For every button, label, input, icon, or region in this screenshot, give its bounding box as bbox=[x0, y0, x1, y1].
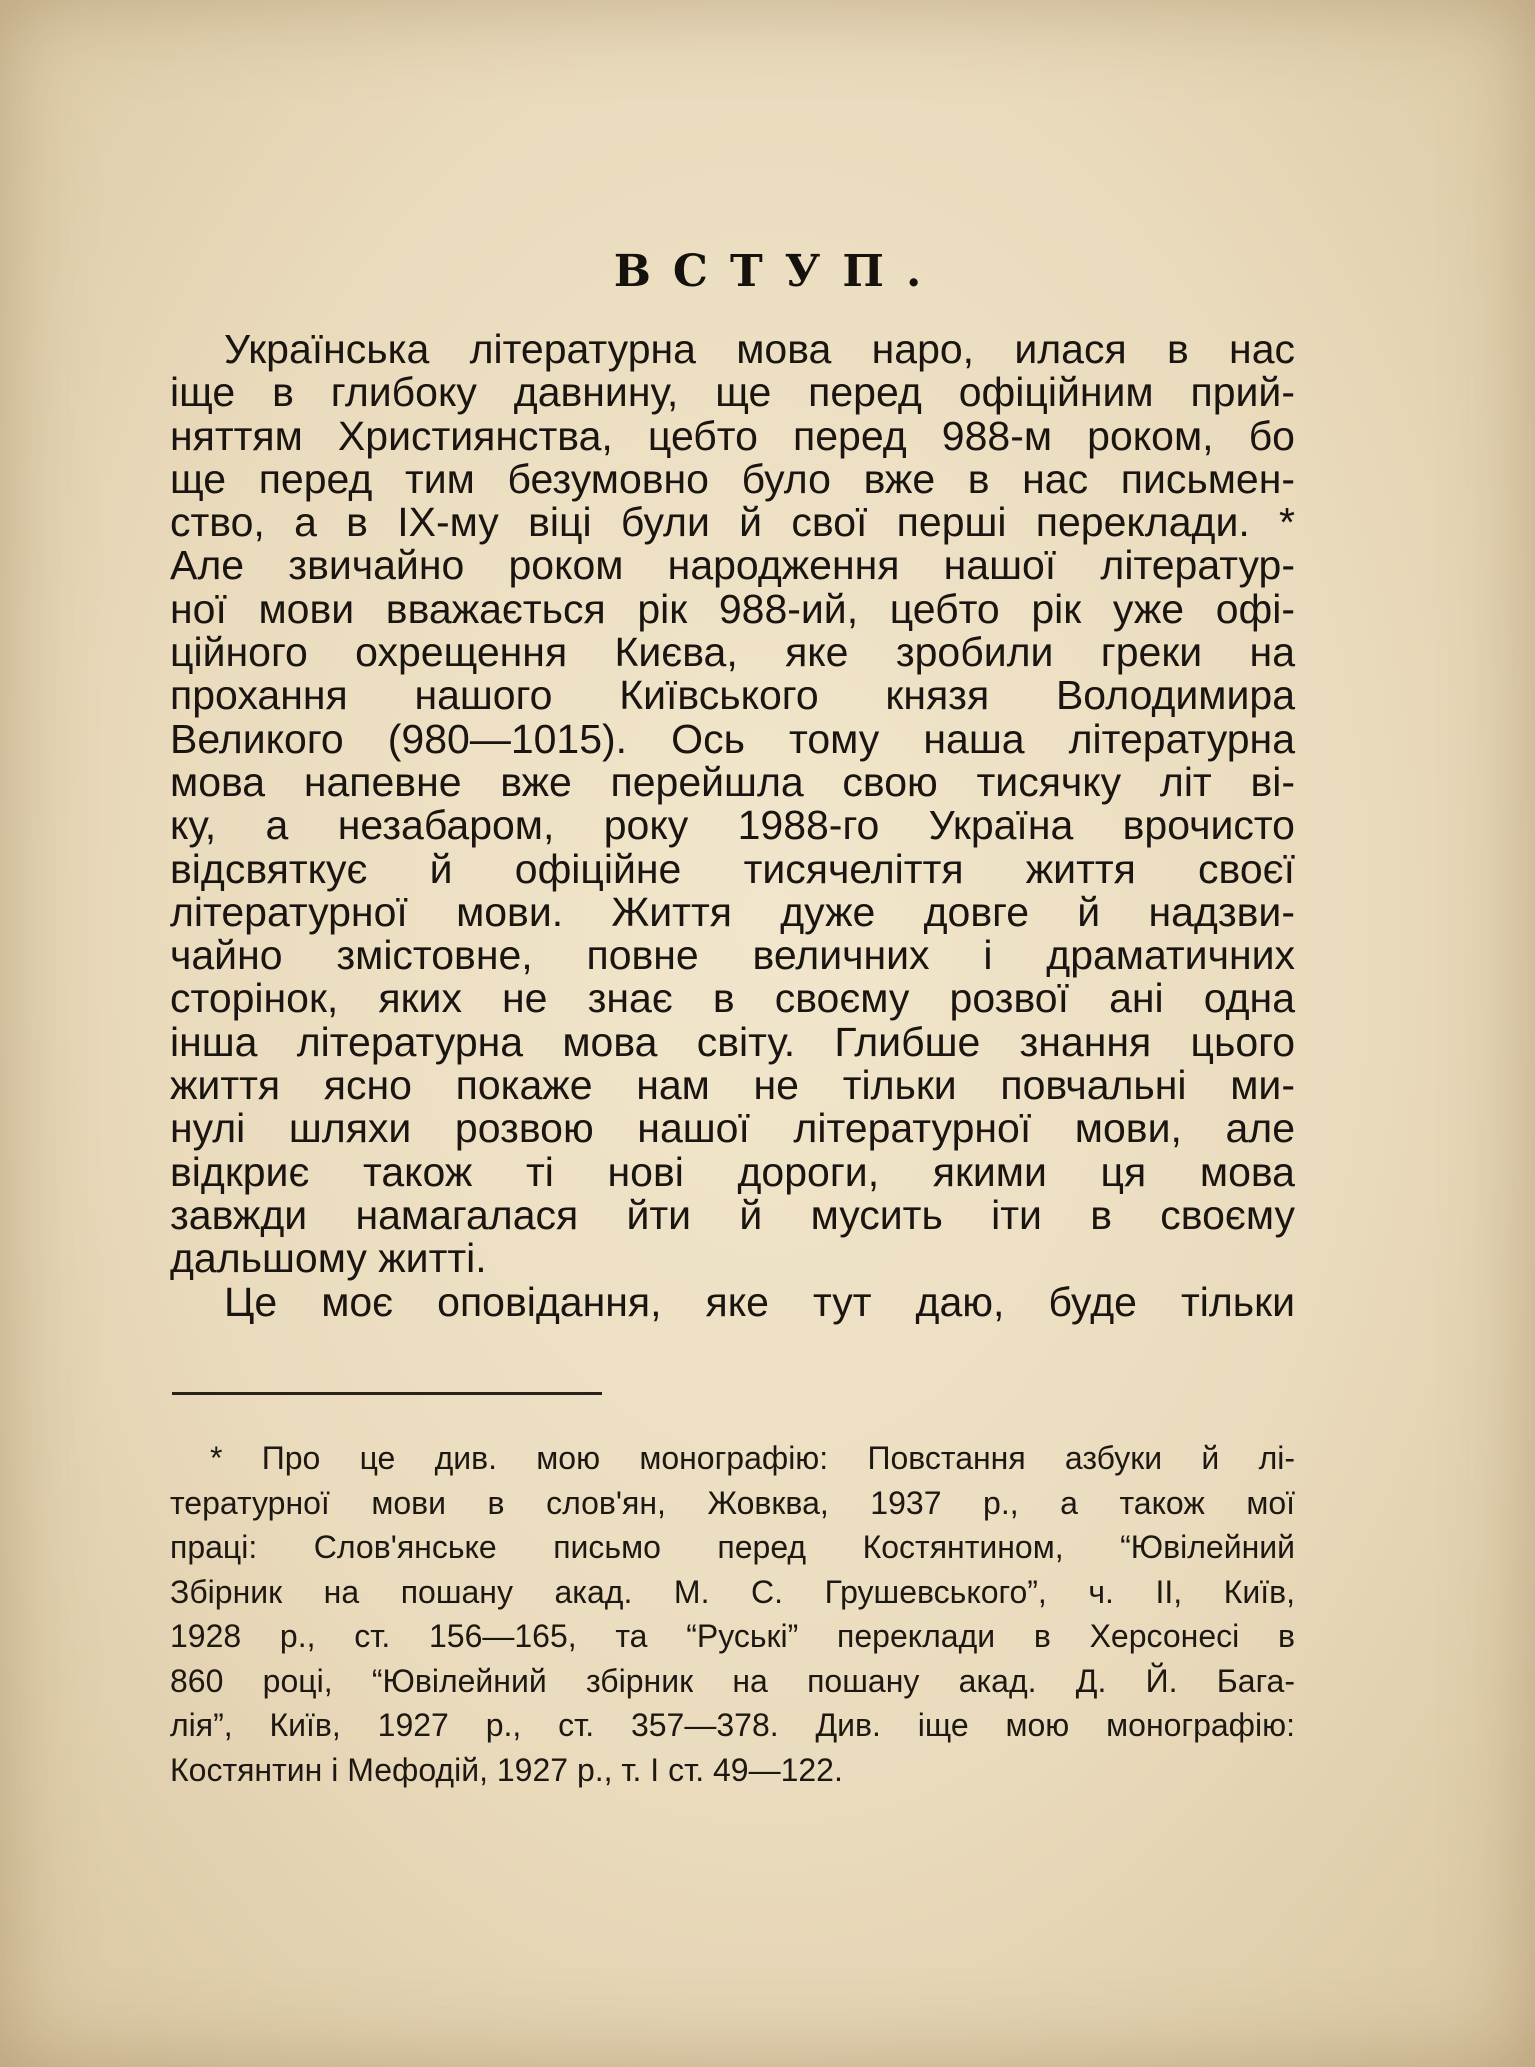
text-line: життя ясно покаже нам не тільки повчальні ми- bbox=[170, 1062, 1295, 1109]
footnote-line: 1928 р., ст. 156—165, та “Руські” переклади в Херсонесі в bbox=[170, 1618, 1295, 1654]
footnote-line: лія”, Київ, 1927 р., ст. 357—378. Див. іще мою монографію: bbox=[170, 1707, 1295, 1743]
footnote-line: тературної мови в слов'ян, Жовква, 1937 р., а також мої bbox=[170, 1484, 1295, 1521]
footnote-line: 860 році, “Ювілейний збірник на пошану акад. Д. Й. Бага- bbox=[170, 1662, 1295, 1699]
text-line: мова напевне вже перейшла свою тисячку літ ві- bbox=[170, 758, 1295, 805]
text-line: іще в глибоку давнину, ще перед офіційним прий- bbox=[170, 369, 1295, 416]
main-text bbox=[170, 328, 1295, 1324]
text-line: ційного охрещення Києва, яке зробили греки на bbox=[170, 629, 1295, 676]
footnote-divider bbox=[172, 1392, 602, 1395]
text-line: Великого (980—1015). Ось тому наша літературна bbox=[170, 715, 1295, 762]
text-line: відкриє також ті нові дороги, якими ця мова bbox=[170, 1148, 1295, 1195]
text-line: Українська літературна мова наро, илася в нас bbox=[224, 326, 1295, 372]
text-line: завжди намагалася йти й мусить іти в своєму bbox=[170, 1191, 1295, 1238]
text-line: літературної мови. Життя дуже довге й надзви- bbox=[170, 888, 1295, 935]
text-line: Це моє оповідання, яке тут даю, буде тільки bbox=[224, 1278, 1295, 1325]
text-line: чайно змістовне, повне величних і драматичних bbox=[170, 932, 1295, 979]
footnote-line: * Про це див. мою монографію: Повстання азбуки й лі- bbox=[210, 1440, 1295, 1476]
footnote-line: праці: Слов'янське письмо перед Костянтином, “Ювілейний bbox=[170, 1529, 1295, 1565]
text-line: ще перед тим безумовно було вже в нас письмен- bbox=[170, 455, 1295, 502]
text-line: дальшому житті. bbox=[170, 1235, 487, 1282]
text-line: ку, а незабаром, року 1988-го Україна врочисто bbox=[170, 802, 1295, 849]
text-line: няттям Християнства, цебто перед 988-м роком, бо bbox=[170, 412, 1295, 459]
text-line: прохання нашого Київського князя Володимира bbox=[170, 672, 1295, 719]
text-line: сторінок, яких не знає в своєму розвої ані одна bbox=[170, 975, 1295, 1022]
page-heading: ВСТУП. bbox=[613, 246, 944, 297]
footnote-line: Костянтин і Мефодій, 1927 р., т. І ст. 49—122. bbox=[170, 1751, 843, 1788]
text-line: відсвяткує й офіційне тисячеліття життя своєї bbox=[170, 845, 1295, 892]
footnote bbox=[170, 1436, 1295, 1792]
text-line: нулі шляхи розвою нашої літературної мови, але bbox=[170, 1105, 1295, 1152]
text-line: інша літературна мова світу. Глибше знання цього bbox=[170, 1018, 1295, 1065]
text-line: Але звичайно роком народження нашої літератур- bbox=[170, 542, 1295, 589]
footnote-line: Збірник на пошану акад. М. С. Грушевського”, ч. II, Київ, bbox=[170, 1573, 1295, 1610]
text-line: ство, а в ІХ-му віці були й свої перші переклади. * bbox=[170, 499, 1295, 546]
text-line: ної мови вважається рік 988-ий, цебто рік уже офі- bbox=[170, 585, 1295, 632]
